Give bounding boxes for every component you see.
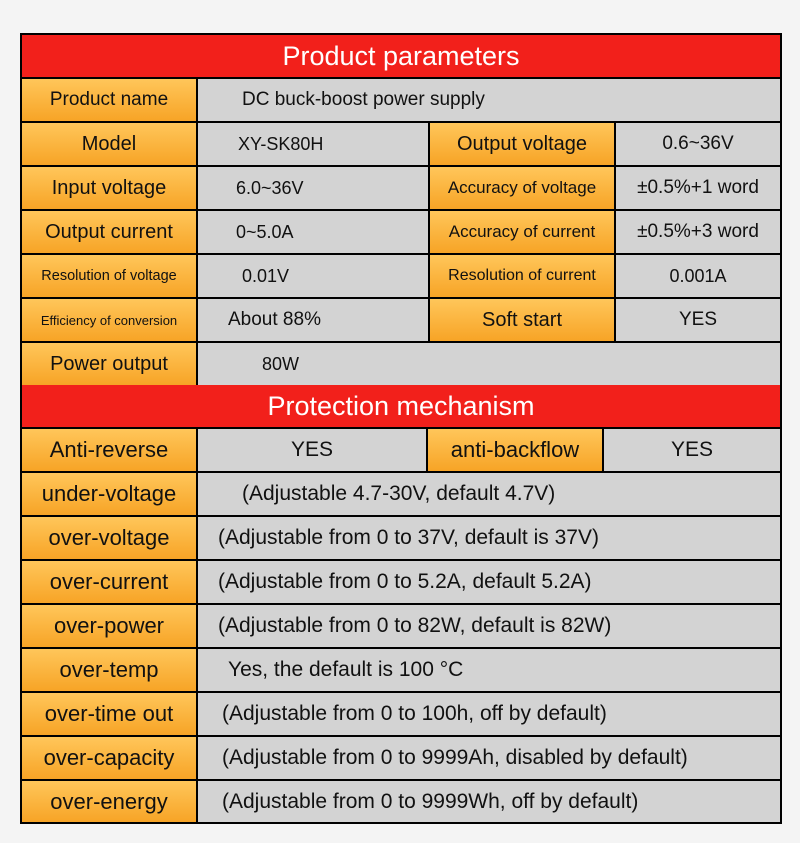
resolution-of-voltage-label: Resolution of voltage: [22, 255, 198, 297]
protection-row: [22, 605, 780, 649]
protection-row: [22, 737, 780, 781]
over-time-out-value: (Adjustable from 0 to 100h, off by default): [198, 693, 780, 735]
resolution-of-current-label: Resolution of current: [430, 255, 616, 297]
output-voltage-value: 0.6~36V: [616, 123, 780, 165]
spec-sheet: [20, 33, 782, 824]
product-row: [22, 167, 780, 211]
accuracy-of-current-value: ±0.5%+3 word: [616, 211, 780, 253]
power-output-value: 80W: [198, 343, 780, 385]
power-output-label: Power output: [22, 343, 198, 385]
output-current-label: Output current: [22, 211, 198, 253]
protection-row: [22, 517, 780, 561]
input-voltage-label: Input voltage: [22, 167, 198, 209]
over-temp-value: Yes, the default is 100 °C: [198, 649, 780, 691]
accuracy-of-voltage-label: Accuracy of voltage: [430, 167, 616, 209]
over-power-label: over-power: [22, 605, 198, 647]
anti-reverse-label: Anti-reverse: [22, 429, 198, 471]
anti-backflow-value: YES: [604, 429, 780, 471]
over-energy-value: (Adjustable from 0 to 9999Wh, off by default): [198, 781, 780, 822]
protection-mechanism-table: [22, 429, 780, 822]
soft-start-label: Soft start: [430, 299, 616, 341]
resolution-of-current-value: 0.001A: [616, 255, 780, 297]
model-label: Model: [22, 123, 198, 165]
accuracy-of-current-label: Accuracy of current: [430, 211, 616, 253]
protection-mechanism-title: Protection mechanism: [22, 385, 780, 429]
resolution-of-voltage-value: 0.01V: [198, 255, 430, 297]
product-row: [22, 211, 780, 255]
over-capacity-value: (Adjustable from 0 to 9999Ah, disabled by default): [198, 737, 780, 779]
protection-row: [22, 649, 780, 693]
over-capacity-label: over-capacity: [22, 737, 198, 779]
output-voltage-label: Output voltage: [430, 123, 616, 165]
output-current-value: 0~5.0A: [198, 211, 430, 253]
product-name-value: DC buck-boost power supply: [198, 79, 780, 121]
protection-row: [22, 473, 780, 517]
over-energy-label: over-energy: [22, 781, 198, 822]
efficiency-of-conversion-label: Efficiency of conversion: [22, 299, 198, 341]
anti-backflow-label: anti-backflow: [428, 429, 604, 471]
under-voltage-label: under-voltage: [22, 473, 198, 515]
product-row: [22, 343, 780, 385]
product-row: [22, 299, 780, 343]
efficiency-of-conversion-value: About 88%: [198, 299, 430, 341]
over-voltage-label: over-voltage: [22, 517, 198, 559]
under-voltage-value: (Adjustable 4.7-30V, default 4.7V): [198, 473, 780, 515]
product-parameters-title: Product parameters: [22, 35, 780, 79]
protection-row: [22, 693, 780, 737]
product-row: [22, 123, 780, 167]
product-parameters-table: [22, 79, 780, 385]
product-row: [22, 255, 780, 299]
soft-start-value: YES: [616, 299, 780, 341]
over-current-label: over-current: [22, 561, 198, 603]
protection-row: [22, 561, 780, 605]
input-voltage-value: 6.0~36V: [198, 167, 430, 209]
protection-row: [22, 781, 780, 822]
protection-row: [22, 429, 780, 473]
over-power-value: (Adjustable from 0 to 82W, default is 82W): [198, 605, 780, 647]
over-temp-label: over-temp: [22, 649, 198, 691]
product-row: [22, 79, 780, 123]
over-voltage-value: (Adjustable from 0 to 37V, default is 37V): [198, 517, 780, 559]
accuracy-of-voltage-value: ±0.5%+1 word: [616, 167, 780, 209]
anti-reverse-value: YES: [198, 429, 428, 471]
over-time-out-label: over-time out: [22, 693, 198, 735]
model-value: XY-SK80H: [198, 123, 430, 165]
product-name-label: Product name: [22, 79, 198, 121]
over-current-value: (Adjustable from 0 to 5.2A, default 5.2A): [198, 561, 780, 603]
